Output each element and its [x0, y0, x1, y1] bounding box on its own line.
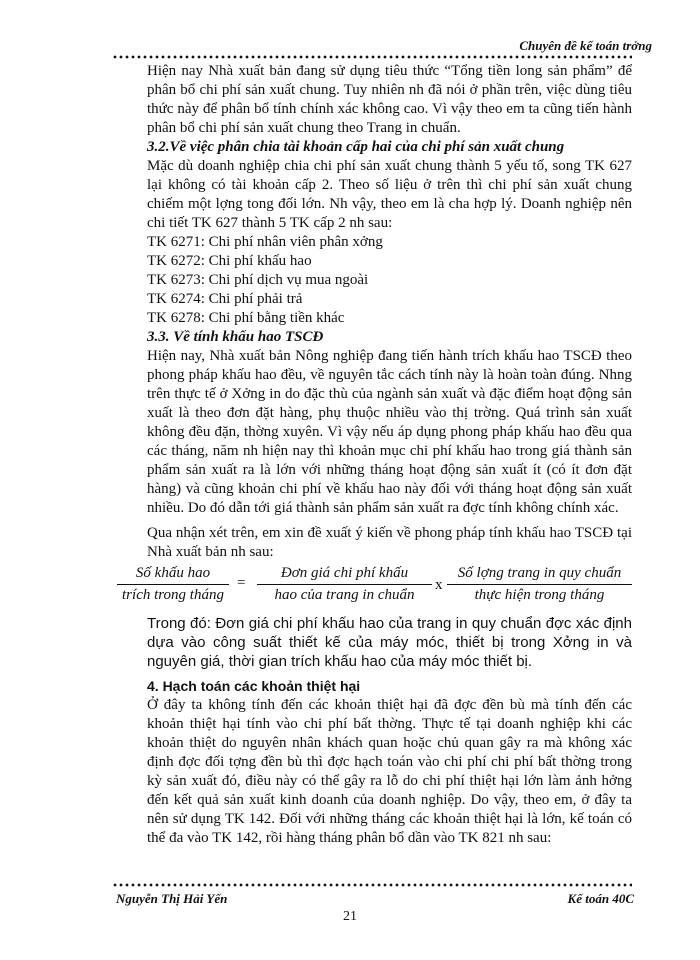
formula-times: x: [435, 577, 443, 593]
heading-4: 4. Hạch toán các khoản thiệt hại: [147, 678, 361, 694]
paragraph-de-xuat: Qua nhận xét trên, em xin đề xuất ý kiến về phong pháp tính khấu hao TSCĐ tại Nhà xuất bản nh sau:: [147, 525, 632, 560]
list-item-tk-6274: TK 6274: Chi phí phải trả: [147, 291, 303, 307]
formula-left-denominator: trích trong tháng: [122, 587, 224, 603]
running-header-title: Chuyên đề kế toán trởng: [519, 38, 652, 53]
paragraph-tai-khoan-cap-hai: Mặc dù doanh nghiệp chia chi phí sản xuất chung thành 5 yếu tố, song TK 627 lại không có tài khoản cấp 2. Theo số liệu ở trên thì chi phí sản xuất chung chiếm một lợng tong đối lớn. Nh vậy, theo em là cha hợp lý. Doanh nghiệp nên chi tiết TK 627 thành 5 TK cấp 2 nh sau:: [147, 158, 632, 231]
formula-mid-numerator: Đơn giá chi phí khấu: [257, 564, 432, 585]
formula-equals: =: [237, 575, 246, 591]
heading-3-2: 3.2.Về việc phân chia tài khoản cấp hai của chi phí sản xuất chung: [147, 139, 565, 155]
formula-left-numerator: Số khấu hao: [117, 564, 229, 585]
header-dotted-rule: [112, 55, 632, 59]
paragraph-phan-bo-chi-phi: Hiện nay Nhà xuất bản đang sử dụng tiêu thức “Tổng tiền long sản phẩm” để phân bổ chi phí sản xuất chung. Tuy nhiên nh đã nói ở phần trên, việc dùng tiêu thức này để phân bổ tính chính xác không cao. Vì vậy theo em ta cũng tiến hành phân bổ chi phí sản xuất chung theo Trang in chuẩn.: [147, 63, 632, 136]
formula-mid-fraction: [257, 564, 432, 605]
page-body: [122, 62, 632, 848]
heading-3-3: 3.3. Về tính khấu hao TSCĐ: [147, 329, 324, 345]
formula-right-denominator: thực hiện trong tháng: [474, 587, 605, 603]
list-item-tk-6273: TK 6273: Chi phí dịch vụ mua ngoài: [147, 272, 369, 288]
paragraph-don-gia: Trong đó: Đơn giá chi phí khấu hao của trang in quy chuẩn đợc xác định dựa vào công suất thiết kế của máy móc, thiết bị trong Xởng in và nguyên giá, thời gian trích khấu hao của máy móc thiết bị.: [147, 615, 632, 670]
page-number: 21: [343, 909, 357, 924]
list-item-tk-6272: TK 6272: Chi phí khấu hao: [147, 253, 312, 269]
paragraph-khau-hao-tscd: Hiện nay, Nhà xuất bản Nông nghiệp đang tiến hành trích khấu hao TSCĐ theo phong pháp khấu hao đều, về nguyên tắc cách tính này là hoàn toàn đúng. Nhng trên thực tế ở Xởng in do đặc thù của ngành sản xuất và đặc điểm hoạt động sản xuất là theo đơn đặt hàng, phụ thuộc nhiều vào thị trờng. Quá trình sản xuất không đều đặn, thờng xuyên. Vì vậy nếu áp dụng phong pháp khấu hao đều qua các tháng, năm nh hiện nay thì khoản mục chi phí khấu hao trong giá thành sản phẩm sản xuất ra là lớn với những tháng hoạt động sản xuất ít (có ít đơn đặt hàng) và cũng khoản chi phí về khấu hao này đối với tháng hoạt động sản xuất nhiều. Do đó dẫn tới giá thành sản phẩm sản xuất ra đợc tính không chính xác.: [147, 348, 632, 516]
depreciation-formula: [117, 564, 637, 610]
formula-right-numerator: Số lợng trang in quy chuẩn: [447, 564, 632, 585]
formula-right-fraction: [447, 564, 632, 605]
list-item-tk-6271: TK 6271: Chi phí nhân viên phân xởng: [147, 234, 383, 250]
list-item-tk-6278: TK 6278: Chi phí bằng tiền khác: [147, 310, 345, 326]
formula-left-fraction: [117, 564, 229, 605]
footer-dotted-rule: [112, 883, 632, 887]
formula-mid-denominator: hao của trang in chuẩn: [274, 587, 415, 603]
paragraph-thiet-hai: Ở đây ta không tính đến các khoản thiệt hại đã đợc đền bù mà tính đến các khoản thiệt hại tính vào chi phí bất thờng. Thực tế tại doanh nghiệp khi các khoản thiệt do nguyên nhân khách quan hoặc chủ quan gây ra mà không xác định đợc đối tợng đền bù thì đợc hạch toán vào chi phí chi phí bất thờng trong kỳ sản xuất đó, điều này có thể gây ra lỗ do chi phí thiệt hại lớn làm ảnh hởng đến kết quả sản xuất kinh doanh của doanh nghiệp. Do vậy, theo em, ở đây ta nên sử dụng TK 142. Đối với những tháng các khoản thiệt hại là lớn, kế toán có thể đa vào TK 142, rồi hàng tháng phân bổ dần vào TK 821 nh sau:: [147, 697, 632, 846]
footer-author: Nguyễn Thị Hải Yến: [116, 891, 228, 906]
footer-class: Kế toán 40C: [567, 891, 634, 906]
